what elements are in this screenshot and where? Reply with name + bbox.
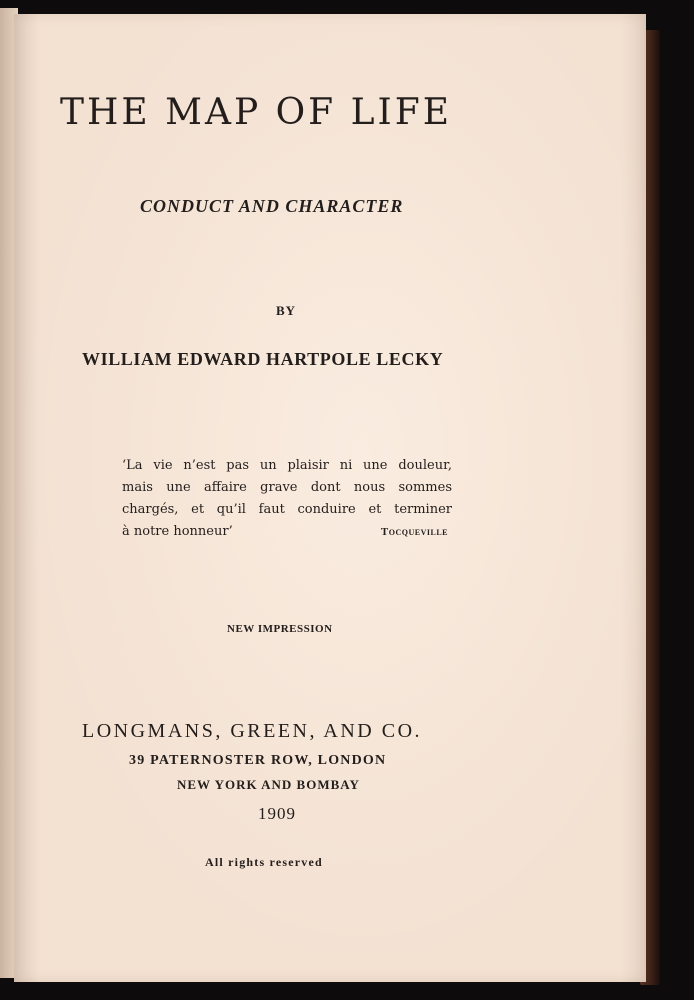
book-title: THE MAP OF LIFE bbox=[60, 92, 452, 133]
impression-note: NEW IMPRESSION bbox=[227, 623, 333, 635]
title-page bbox=[14, 14, 646, 982]
by-line: BY bbox=[276, 303, 297, 318]
publication-year: 1909 bbox=[258, 804, 296, 823]
epigraph-attribution: Tocqueville bbox=[380, 526, 448, 538]
publisher-name: LONGMANS, GREEN, AND CO. bbox=[82, 720, 423, 742]
epigraph-line: ‘La vie n’est pas un plaisir ni une douleur, bbox=[122, 458, 452, 473]
rights-notice: All rights reserved bbox=[205, 855, 323, 869]
publisher-cities: NEW YORK AND BOMBAY bbox=[177, 777, 360, 792]
author-name: WILLIAM EDWARD HARTPOLE LECKY bbox=[82, 349, 444, 369]
epigraph-line: chargés, et qu’il faut conduire et terminer bbox=[122, 502, 452, 517]
book-subtitle: CONDUCT AND CHARACTER bbox=[140, 196, 404, 216]
publisher-address: 39 PATERNOSTER ROW, LONDON bbox=[129, 753, 387, 768]
epigraph-last-line bbox=[122, 521, 452, 543]
epigraph-line: mais une affaire grave dont nous sommes bbox=[122, 480, 452, 495]
epigraph bbox=[122, 455, 452, 543]
epigraph-line: à notre honneur’ bbox=[122, 524, 233, 539]
